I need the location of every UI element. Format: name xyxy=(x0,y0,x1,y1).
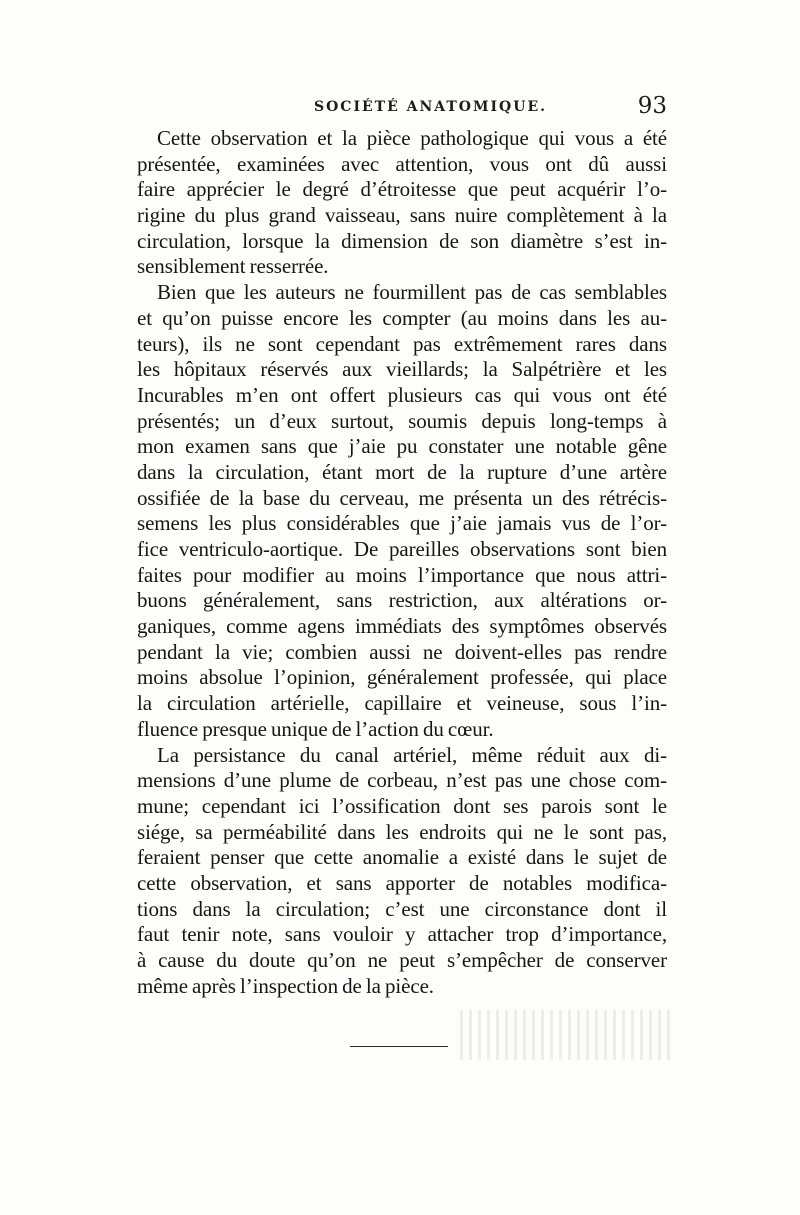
text-line: faites pour modifier au moins l’importance que nous attri- xyxy=(137,562,667,587)
text-line: Incurables m’en ont offert plusieurs cas qui vous ont été xyxy=(137,382,667,407)
text-line: fice ventriculo-aortique. De pareilles observations sont bien xyxy=(137,537,667,561)
text-line: la circulation artérielle, capillaire et veineuse, sous l’in- xyxy=(137,691,667,716)
text-line: pendant la vie; combien aussi ne doivent-elles pas rendre xyxy=(137,639,667,664)
text-line: teurs), ils ne sont cependant pas extrêmement rares dans xyxy=(137,331,667,356)
text-line: mune; cependant ici l’ossification dont ses parois sont le xyxy=(137,793,667,818)
text-line: présentés; un d’eux surtout, soumis depuis long-temps à xyxy=(137,408,667,433)
text-line: semens les plus considérables que j’aie jamais vus de l’or- xyxy=(137,511,667,536)
text-line: et qu’on puisse encore les compter (au moins dans les au- xyxy=(137,305,667,330)
text-line: faire apprécier le degré d’étroitesse que peut acquérir l’o- xyxy=(137,177,667,202)
text-line: ossifiée de la base du cerveau, me présenta un des rétrécis- xyxy=(137,485,667,510)
text-line: cette observation, et sans apporter de notables modifica- xyxy=(137,870,667,895)
end-rule xyxy=(350,1046,448,1047)
text-line: circulation, lorsque la dimension de son diamètre s’est in- xyxy=(137,228,667,253)
text-line: les hôpitaux réservés aux vieillards; la Salpétrière et les xyxy=(137,357,667,382)
text-line: La persistance du canal artériel, même réduit aux di- xyxy=(157,742,667,767)
text-line: fluence presque unique de l’action du cœur. xyxy=(137,716,494,741)
text-line: siége, sa perméabilité dans les endroits qui ne le sont pas, xyxy=(137,819,667,844)
text-line: rigine du plus grand vaisseau, sans nuire complètement à la xyxy=(137,203,667,228)
text-line: mon examen sans que j’aie pu constater une notable gêne xyxy=(137,434,667,459)
text-line: dans la circulation, étant mort de la rupture d’une artère xyxy=(137,459,667,484)
text-line: Cette observation et la pièce pathologique qui vous a été xyxy=(157,126,667,150)
text-line: même après l’inspection de la pièce. xyxy=(137,973,434,998)
text-line: sensiblement resserrée. xyxy=(137,254,329,279)
text-line: ganiques, comme agens immédiats des symptômes observés xyxy=(137,614,667,639)
page-header xyxy=(137,95,667,121)
running-title: SOCIÉTÉ ANATOMIQUE. xyxy=(314,99,547,115)
text-line: tions dans la circulation; c’est une circonstance dont il xyxy=(137,896,667,921)
text-line: présentée, examinées avec attention, vous ont dû aussi xyxy=(137,151,667,176)
text-line: faut tenir note, sans vouloir y attacher trop d’importance, xyxy=(137,922,667,947)
bleed-through-shadow xyxy=(460,1010,670,1060)
text-line: moins absolue l’opinion, généralement professée, qui place xyxy=(137,665,667,690)
text-line: à cause du doute qu’on ne peut s’empêcher de conserver xyxy=(137,948,667,972)
body-text xyxy=(137,126,667,999)
page-number: 93 xyxy=(637,93,667,119)
text-line: feraient penser que cette anomalie a existé dans le sujet de xyxy=(137,845,667,870)
text-line: Bien que les auteurs ne fourmillent pas de cas semblables xyxy=(157,280,667,305)
text-line: buons généralement, sans restriction, aux altérations or- xyxy=(137,588,667,613)
text-line: mensions d’une plume de corbeau, n’est pas une chose com- xyxy=(137,768,667,793)
